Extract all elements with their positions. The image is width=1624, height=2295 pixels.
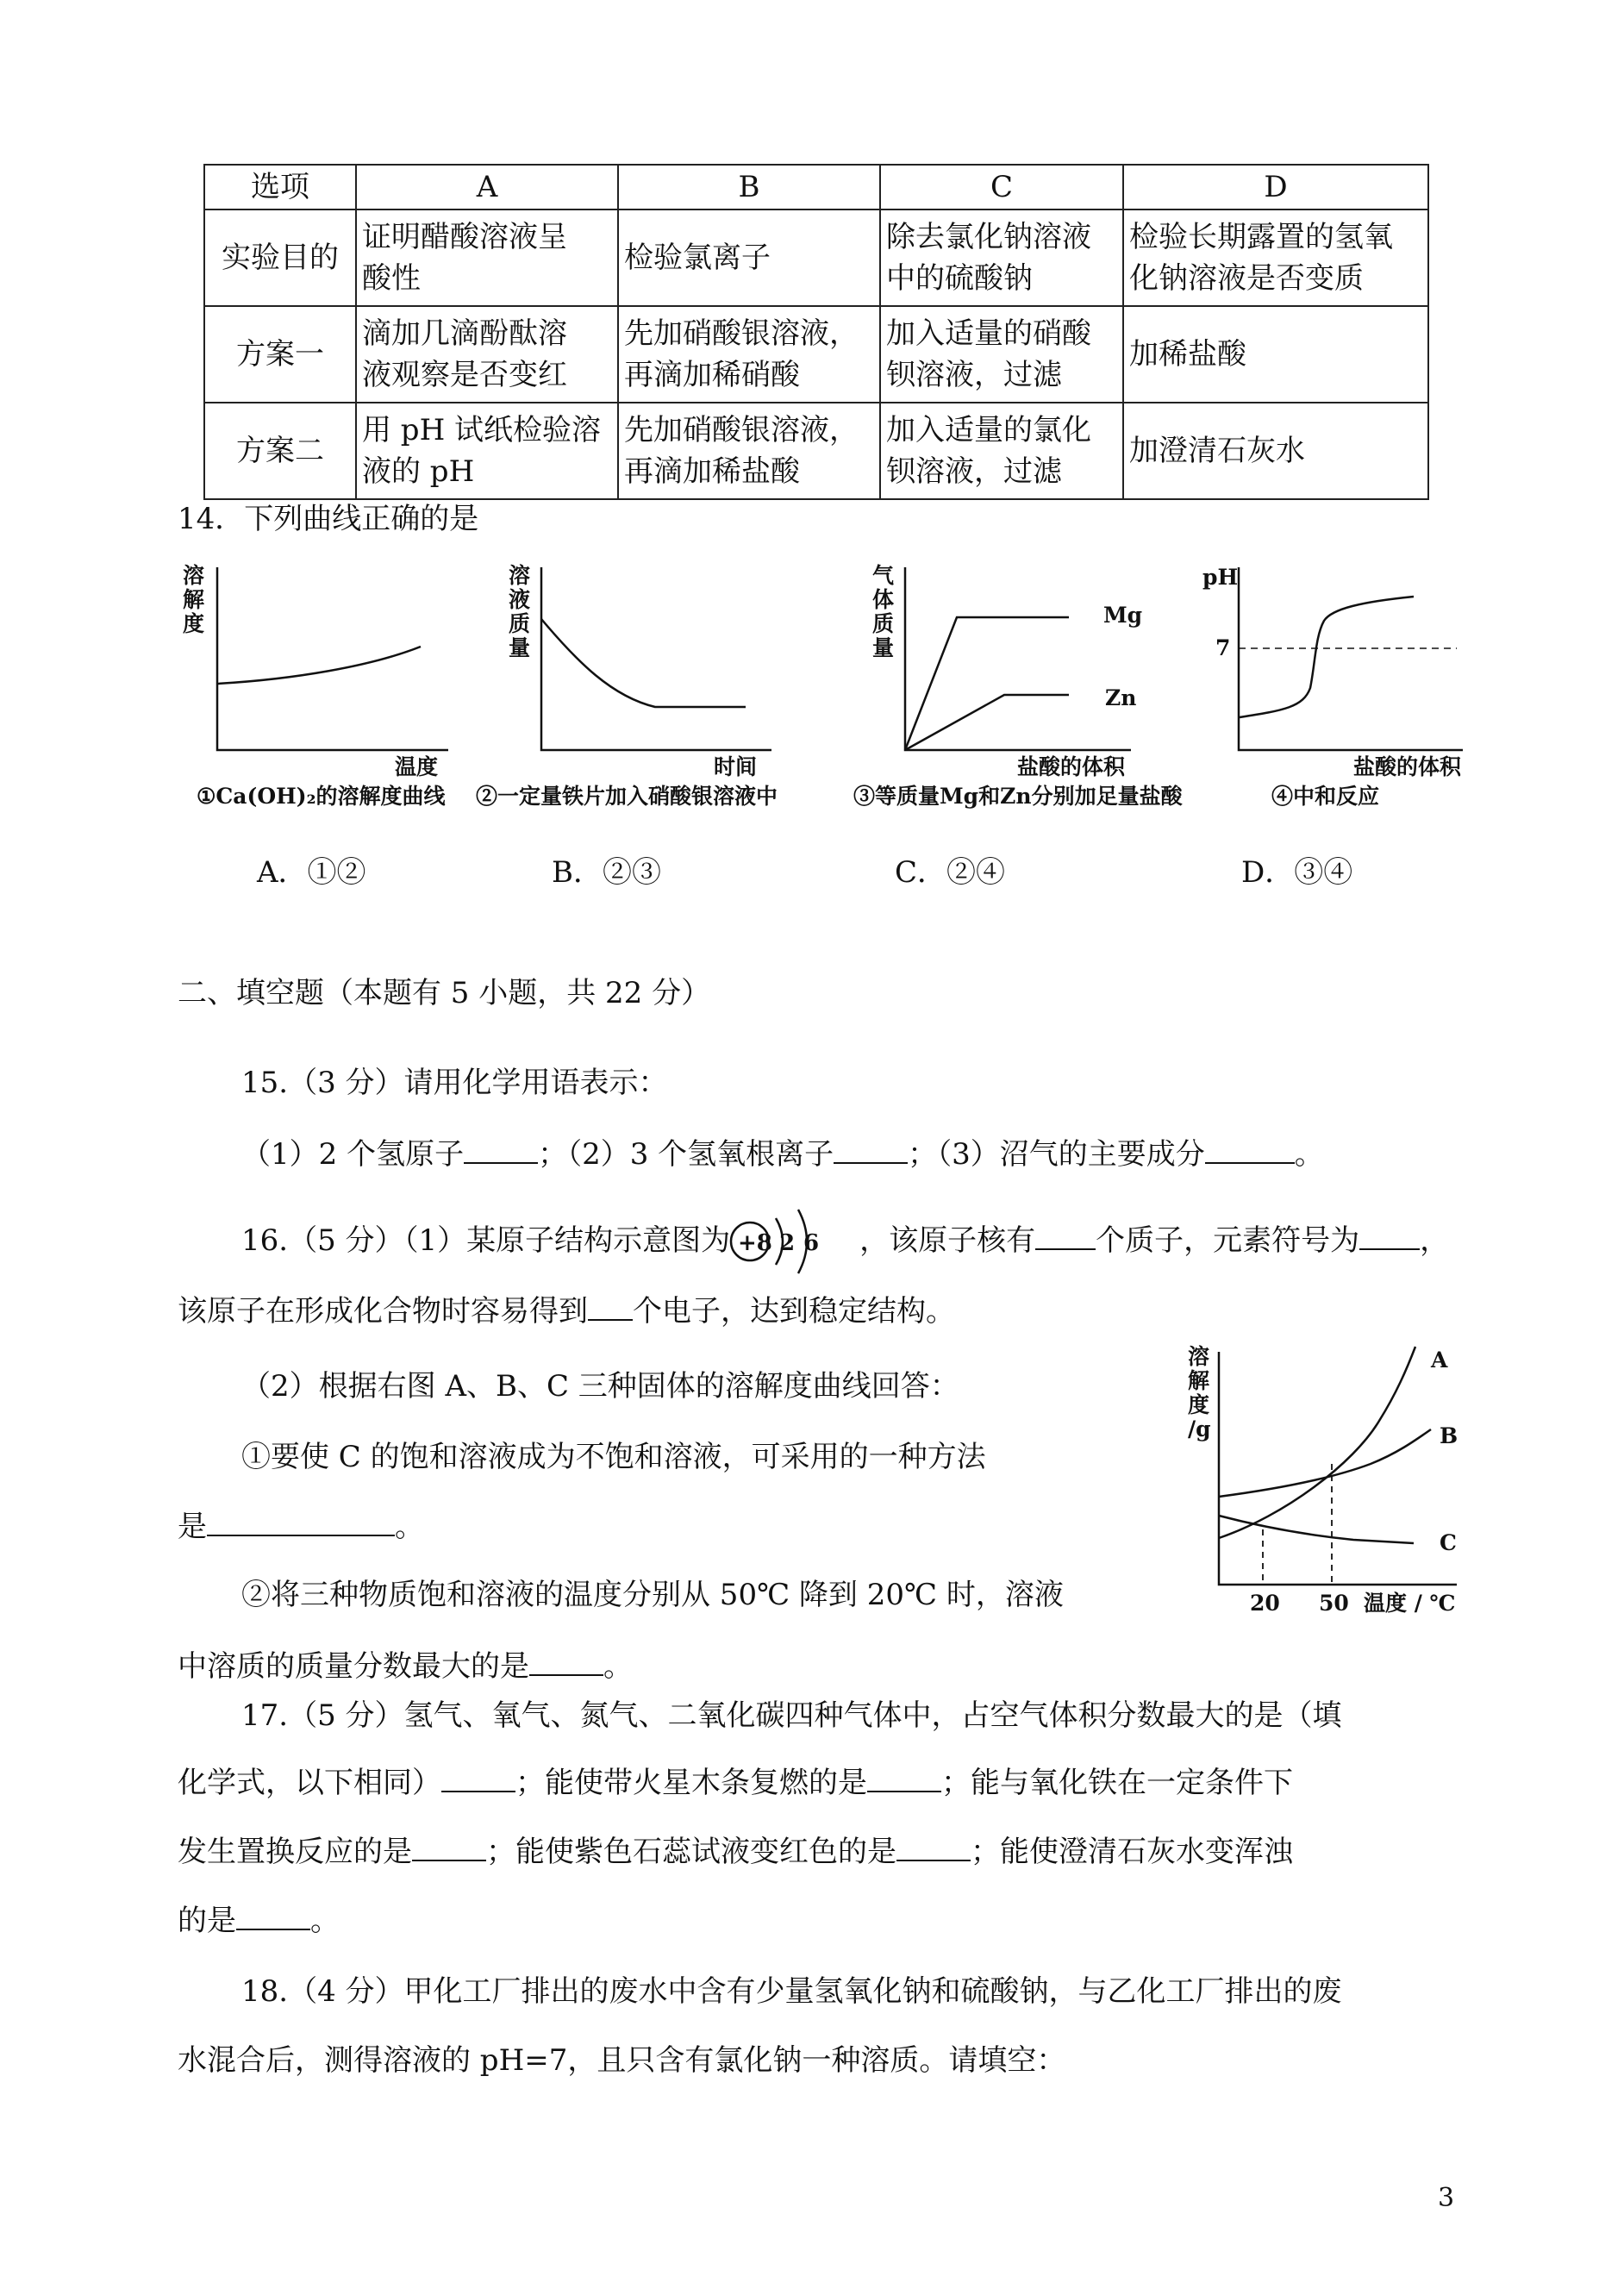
atom-nucleus-label: +8 <box>738 1230 772 1256</box>
table-row <box>204 403 1428 499</box>
graph4-axes <box>1239 567 1463 750</box>
q17-line3: 发生置换反应的是 ；能使紫色石蕊试液变红色的是 ；能使澄清石灰水变浑浊 <box>178 1835 1293 1869</box>
atom-shell-electrons: 2 <box>779 1230 796 1256</box>
table-row <box>204 306 1428 403</box>
answer-blank[interactable] <box>834 1136 908 1164</box>
q16-sub2-2a: ②将三种物质饱和溶液的温度分别从 50℃ 降到 20℃ 时，溶液 <box>241 1578 1064 1612</box>
answer-blank[interactable] <box>1035 1223 1096 1250</box>
table-cell: 加入适量的氯化 钡溶液，过滤 <box>880 403 1123 499</box>
choice-a: A．①② <box>257 855 366 890</box>
q17-line2: 化学式，以下相同） ；能使带火星木条复燃的是 ；能与氧化铁在一定条件下 <box>178 1766 1293 1800</box>
choice-c: C．②④ <box>895 855 1006 890</box>
graph3-ylabel-char: 体 <box>872 587 895 612</box>
q14-graphs <box>172 559 1500 817</box>
row-label: 实验目的 <box>204 209 356 306</box>
graph2-curve <box>541 619 746 707</box>
graph3-ylabel-char: 气 <box>872 563 895 588</box>
graph1-curve <box>217 647 421 684</box>
table-cell: 检验长期露置的氢氧 化钠溶液是否变质 <box>1123 209 1428 306</box>
table-cell: 先加硝酸银溶液， 再滴加稀盐酸 <box>618 403 880 499</box>
table-cell: 用 pH 试纸检验溶 液的 pH <box>356 403 618 499</box>
q17-line1: 17.（5 分）氢气、氧气、氮气、二氧化碳四种气体中，占空气体积分数最大的是（填 <box>241 1698 1342 1733</box>
q16-sub2: （2）根据右图 A、B、C 三种固体的溶解度曲线回答： <box>241 1369 959 1404</box>
answer-blank[interactable] <box>1359 1223 1420 1250</box>
choice-b: B．②③ <box>552 855 661 890</box>
page-number: 3 <box>1438 2183 1455 2213</box>
table-cell: 先加硝酸银溶液， 再滴加稀硝酸 <box>618 306 880 403</box>
graph3-mg-line <box>905 617 1069 750</box>
graph2-axes <box>541 567 771 750</box>
table-header-cell: C <box>880 165 1123 209</box>
graph2-ylabel-char: 液 <box>509 587 531 612</box>
table-cell: 滴加几滴酚酞溶 液观察是否变红 <box>356 306 618 403</box>
choice-d: D．③④ <box>1241 855 1353 890</box>
answer-blank[interactable] <box>464 1136 538 1164</box>
answer-blank[interactable] <box>441 1765 515 1792</box>
table-cell: 检验氯离子 <box>618 209 880 306</box>
graph4-curve <box>1240 597 1414 717</box>
table-header-cell: D <box>1123 165 1428 209</box>
table-cell: 除去氯化钠溶液 中的硫酸钠 <box>880 209 1123 306</box>
series-label-c: C <box>1440 1530 1457 1555</box>
graph4-xlabel: 盐酸的体积 <box>1353 754 1462 779</box>
table-header-cell: B <box>618 165 880 209</box>
q16-line1: 16.（5 分）（1）某原子结构示意图为 ，该原子核有 个质子，元素符号为 ， <box>241 1223 1450 1258</box>
graph3-series-mg: Mg <box>1103 603 1143 628</box>
answer-blank[interactable] <box>588 1293 633 1321</box>
graph1-caption: ①Ca(OH)₂的溶解度曲线 <box>197 784 446 809</box>
tick-20: 20 <box>1250 1591 1280 1616</box>
answer-blank[interactable] <box>529 1648 603 1676</box>
curve-c <box>1219 1516 1414 1543</box>
q18-line1: 18.（4 分）甲化工厂排出的废水中含有少量氢氧化钠和硫酸钠，与乙化工厂排出的废 <box>241 1974 1342 2009</box>
table-header-cell: A <box>356 165 618 209</box>
graph4-ylabel: pH <box>1202 565 1239 590</box>
table-header-row <box>204 165 1428 209</box>
q16-line2: 该原子在形成化合物时容易得到 个电子，达到稳定结构。 <box>178 1294 955 1329</box>
q15-line: （1）2 个氢原子 ；（2）3 个氢氧根离子 ；（3）沼气的主要成分 。 <box>241 1137 1324 1172</box>
answer-blank[interactable] <box>412 1834 486 1861</box>
graph4-ytick-7: 7 <box>1215 635 1231 660</box>
graph1-xlabel: 温度 <box>395 754 439 779</box>
graph3-ylabel-char: 量 <box>872 635 895 660</box>
solubility-graph <box>1181 1335 1483 1619</box>
q16-sub2-2b: 中溶质的质量分数最大的是 。 <box>178 1649 633 1684</box>
graph1-ylabel-char: 溶 <box>183 563 205 588</box>
row-label: 方案二 <box>204 403 356 499</box>
solubility-ylabel-char: 解 <box>1188 1368 1210 1393</box>
q15-stem: 15.（3 分）请用化学用语表示： <box>241 1066 668 1100</box>
section2-title: 二、填空题（本题有 5 小题，共 22 分） <box>178 976 711 1010</box>
q17-line4: 的是 。 <box>178 1904 340 1938</box>
series-label-a: A <box>1431 1348 1448 1373</box>
q14-stem: 14．下列曲线正确的是 <box>178 502 479 536</box>
table-cell: 加澄清石灰水 <box>1123 403 1428 499</box>
series-label-b: B <box>1440 1423 1458 1448</box>
answer-blank[interactable] <box>236 1903 310 1930</box>
graph4-caption: ④中和反应 <box>1271 784 1380 809</box>
curve-a <box>1219 1347 1415 1538</box>
solubility-ylabel-char: 度 <box>1188 1392 1210 1417</box>
graph2-ylabel-char: 量 <box>509 635 531 660</box>
table-cell: 加入适量的硝酸 钡溶液，过滤 <box>880 306 1123 403</box>
answer-blank[interactable] <box>207 1509 395 1536</box>
row-label: 方案一 <box>204 306 356 403</box>
graph3-caption: ③等质量Mg和Zn分别加足量盐酸 <box>853 784 1183 809</box>
options-table <box>203 164 1429 500</box>
graph3-zn-line <box>905 695 1069 750</box>
q16-sub2-1b: 是 。 <box>178 1510 424 1544</box>
curve-b <box>1219 1429 1431 1497</box>
atom-shell-electrons: 6 <box>803 1230 820 1256</box>
graph3-series-zn: Zn <box>1105 685 1137 710</box>
answer-blank[interactable] <box>1205 1136 1295 1164</box>
graph2-ylabel-char: 溶 <box>509 563 531 588</box>
graph3-axes <box>905 567 1131 750</box>
solubility-ylabel-char: 溶 <box>1188 1344 1210 1369</box>
graph1-ylabel-char: 解 <box>183 587 205 612</box>
table-cell: 证明醋酸溶液呈 酸性 <box>356 209 618 306</box>
q18-line2: 水混合后，测得溶液的 pH=7，且只含有氯化钠一种溶质。请填空： <box>178 2043 1066 2078</box>
graph1-axes <box>217 567 448 750</box>
graph3-xlabel: 盐酸的体积 <box>1017 754 1126 779</box>
answer-blank[interactable] <box>896 1834 971 1861</box>
graph2-caption: ②一定量铁片加入硝酸银溶液中 <box>476 784 778 809</box>
solubility-xlabel: 温度 / ℃ <box>1364 1591 1456 1616</box>
solubility-ylabel-char: /g <box>1188 1416 1211 1441</box>
table-header-cell: 选项 <box>204 165 356 209</box>
table-cell: 加稀盐酸 <box>1123 306 1428 403</box>
graph2-xlabel: 时间 <box>714 754 758 779</box>
table-row <box>204 209 1428 306</box>
graph1-ylabel-char: 度 <box>183 611 205 636</box>
q16-sub2-1a: ①要使 C 的饱和溶液成为不饱和溶液，可采用的一种方法 <box>241 1440 986 1474</box>
atom-structure-diagram <box>726 1203 846 1280</box>
tick-50: 50 <box>1319 1591 1349 1616</box>
graph2-ylabel-char: 质 <box>509 611 531 636</box>
graph3-ylabel-char: 质 <box>872 611 895 636</box>
answer-blank[interactable] <box>867 1765 941 1792</box>
